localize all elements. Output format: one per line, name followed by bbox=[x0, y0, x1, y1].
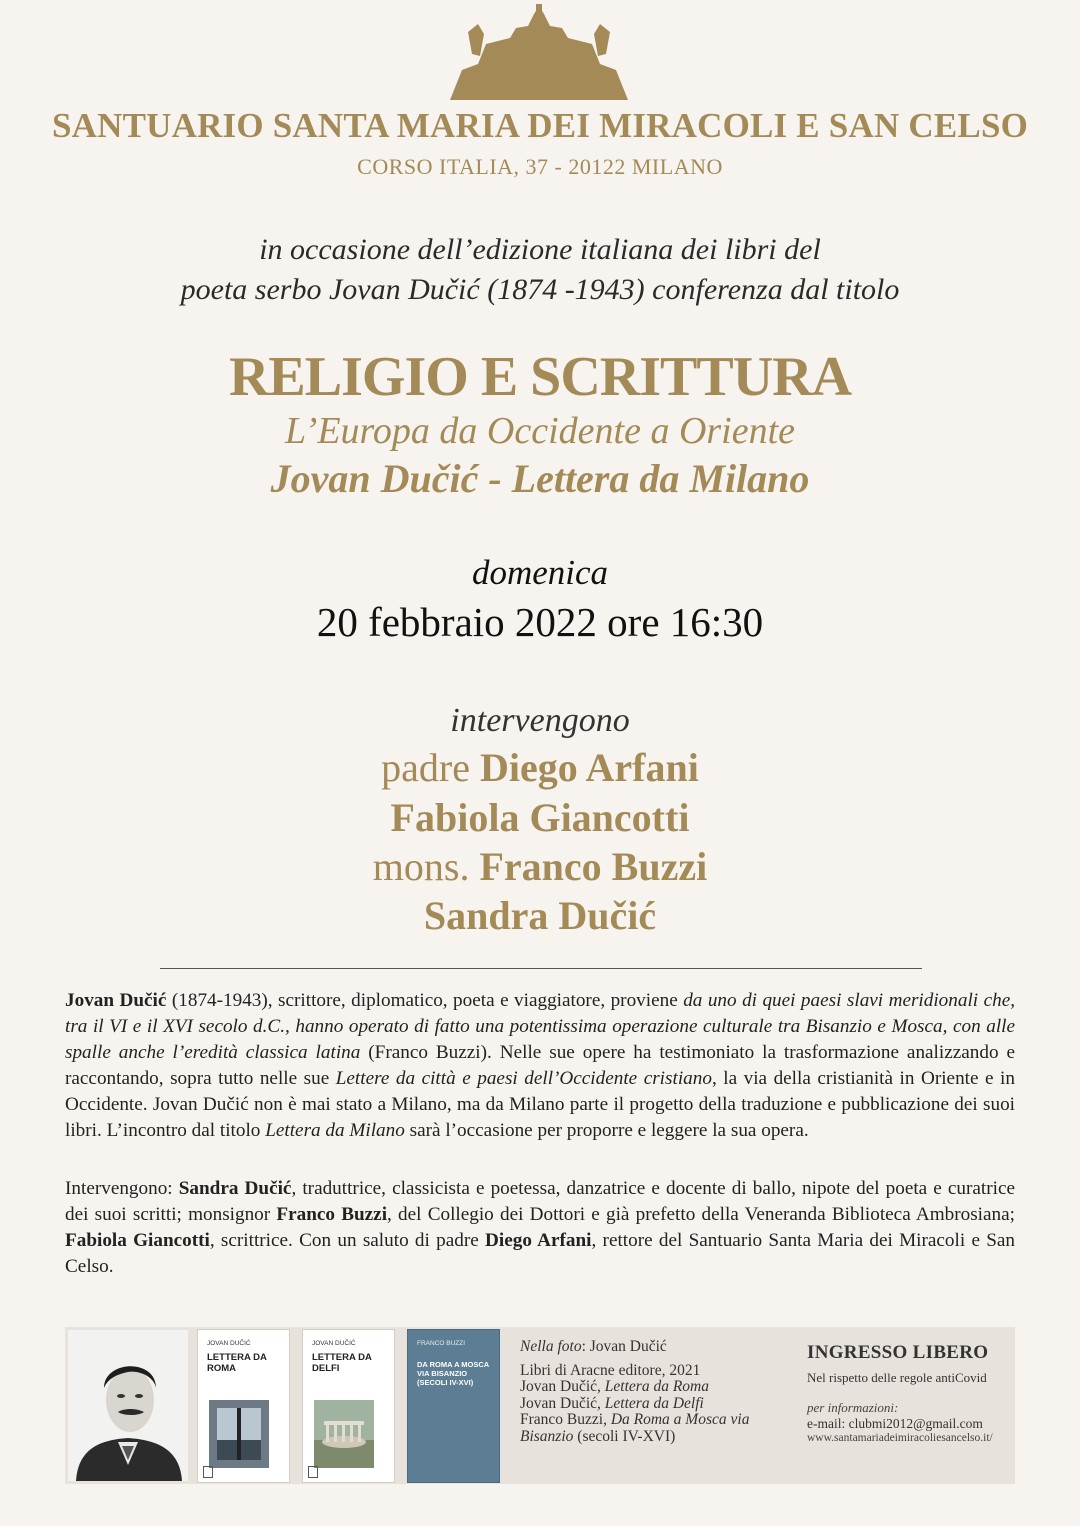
sanctuary-address: CORSO ITALIA, 37 - 20122 MILANO bbox=[357, 154, 723, 179]
book-title: LETTERA DA ROMA bbox=[207, 1352, 267, 1374]
event-datetime: 20 febbraio 2022 ore 16:30 bbox=[316, 599, 764, 645]
caption-author: Jovan Dučić, bbox=[520, 1378, 605, 1395]
covid-note: Nel rispetto delle regole antiCovid bbox=[807, 1370, 987, 1385]
book-cover-lettera-da-delfi bbox=[302, 1329, 395, 1483]
sanctuary-crown-logo bbox=[450, 4, 628, 100]
bio-quote: da uno di quei paesi slavi meridionali che, tra il VI e il XVI secolo d.C., hanno operato di fatto una potentissima operazione culturale tra Bisanzio e Mosca, con alle spalle anche l’eredità classica latina bbox=[65, 990, 1016, 1063]
sanctuary-name: SANTUARIO SANTA MARIA DEI MIRACOLI E SAN CELSO bbox=[51, 106, 1029, 145]
caption-suffix: (secoli IV-XVI) bbox=[573, 1427, 676, 1445]
caption-title: Da Roma a Mosca via Bisanzio bbox=[520, 1411, 750, 1445]
bio-name: Jovan Dučić bbox=[65, 990, 167, 1011]
speaker-prefix: mons. bbox=[372, 844, 480, 889]
book-title: LETTERA DA DELFI bbox=[312, 1352, 372, 1374]
speaker-prefix: padre bbox=[381, 745, 480, 790]
bio-text: , traduttrice, classicista e poetessa, danzatrice e docente di ballo, nipote del poeta e curatrice dei suoi scritti; monsignor bbox=[65, 1178, 1015, 1225]
speaker-name: Franco Buzzi bbox=[479, 844, 708, 889]
bio-text: (1874-1943), scrittore, diplomatico, poeta e viaggiatore, proviene bbox=[166, 990, 684, 1011]
speaker-fabiola-giancotti bbox=[0, 794, 1080, 841]
caption-text: : Jovan Dučić bbox=[581, 1338, 667, 1355]
book-author: JOVAN DUČIĆ bbox=[207, 1340, 251, 1347]
delphi-image bbox=[314, 1400, 374, 1468]
book-title: DA ROMA A MOSCA VIA BISANZIO (SECOLI IV-XVI) bbox=[417, 1360, 489, 1387]
event-subtitle-2: Jovan Dučić - Lettera da Milano bbox=[270, 456, 810, 501]
bio-text: (Franco Buzzi). Nelle sue opere ha testimoniato la trasformazione analizzando e raccontando, sopra tutto nelle sue bbox=[65, 1042, 1016, 1089]
speaker-franco-buzzi bbox=[0, 843, 1080, 890]
speaker-diego-arfani bbox=[0, 744, 1080, 791]
caption-book-1 bbox=[520, 1379, 780, 1396]
portrait-photo bbox=[68, 1330, 188, 1481]
bio-event-title: Lettera da Milano bbox=[265, 1120, 405, 1141]
bio-speaker: Fabiola Giancotti bbox=[65, 1230, 210, 1251]
caption-book-2 bbox=[520, 1396, 780, 1413]
divider bbox=[160, 968, 922, 969]
caption-book-3 bbox=[520, 1412, 780, 1445]
info-box bbox=[807, 1342, 1012, 1444]
caption-publisher: Libri di Aracne editore, 2021 bbox=[520, 1361, 701, 1379]
contact-email[interactable]: e-mail: clubmi2012@gmail.com bbox=[807, 1416, 983, 1431]
bio-speaker: Sandra Dučić bbox=[178, 1178, 292, 1199]
caption-label: Nella foto bbox=[520, 1338, 582, 1355]
bio-text: Intervengono: bbox=[65, 1178, 179, 1199]
intro-line-1: in occasione dell’edizione italiana dei libri del bbox=[259, 233, 821, 266]
event-day: domenica bbox=[471, 553, 609, 592]
bio-text: , rettore del Santuario Santa Maria dei Miracoli e San Celso. bbox=[65, 1230, 1016, 1277]
bio-speaker: Franco Buzzi bbox=[276, 1204, 388, 1225]
caption-title: Lettera da Roma bbox=[604, 1378, 709, 1395]
speaker-name: Sandra Dučić bbox=[423, 893, 657, 938]
publisher-logo bbox=[203, 1466, 213, 1478]
event-title: RELIGIO E SCRITTURA bbox=[228, 346, 852, 408]
bio-speaker: Diego Arfani bbox=[485, 1230, 592, 1251]
speaker-name: Fabiola Giancotti bbox=[390, 795, 690, 840]
publisher-logo bbox=[308, 1466, 318, 1478]
caption-author: Jovan Dučić, bbox=[520, 1394, 605, 1412]
window-image bbox=[209, 1400, 269, 1468]
intro-line-2: poeta serbo Jovan Dučić (1874 -1943) conferenza dal titolo bbox=[180, 273, 900, 306]
bio-text: , scrittrice. Con un saluto di padre bbox=[209, 1230, 486, 1251]
speakers-heading: intervengono bbox=[450, 702, 630, 739]
caption-author: Franco Buzzi, bbox=[520, 1411, 611, 1428]
caption-photo-line bbox=[520, 1339, 780, 1356]
bio-text: , la via della cristianità in Oriente e in Occidente. Jovan Dučić non è mai stato a Milano, ma da Milano parte il progetto della traduzione e pubblicazione dei suoi libri. L’incontro dal titolo bbox=[65, 1068, 1015, 1141]
free-entry-label: INGRESSO LIBERO bbox=[807, 1342, 989, 1363]
book-cover-lettera-da-roma bbox=[197, 1329, 290, 1483]
bio-text: , del Collegio dei Dottori e già prefetto della Veneranda Biblioteca Ambrosiana; bbox=[387, 1204, 1015, 1225]
speaker-sandra-ducic bbox=[0, 892, 1080, 939]
book-author: FRANCO BUZZI bbox=[417, 1340, 466, 1347]
speaker-name: Diego Arfani bbox=[479, 745, 699, 790]
footer-panel bbox=[65, 1327, 1015, 1484]
photo-caption bbox=[520, 1339, 780, 1445]
event-subtitle: L’Europa da Occidente a Oriente bbox=[284, 410, 796, 452]
book-cover-da-roma-a-mosca bbox=[407, 1329, 500, 1483]
speakers-paragraph bbox=[65, 1176, 1015, 1280]
bio-paragraph bbox=[65, 988, 1015, 1144]
bio-text: sarà l’occasione per proporre e leggere la sua opera. bbox=[404, 1120, 809, 1141]
bio-book-title: Lettere da città e paesi dell’Occidente cristiano bbox=[335, 1068, 712, 1089]
website-link[interactable]: www.santamariadeimiracoliesancelso.it/ bbox=[807, 1432, 993, 1444]
book-author: JOVAN DUČIĆ bbox=[312, 1340, 356, 1347]
info-label: per informazioni: bbox=[807, 1400, 899, 1415]
caption-title: Lettera da Delfi bbox=[604, 1394, 704, 1412]
